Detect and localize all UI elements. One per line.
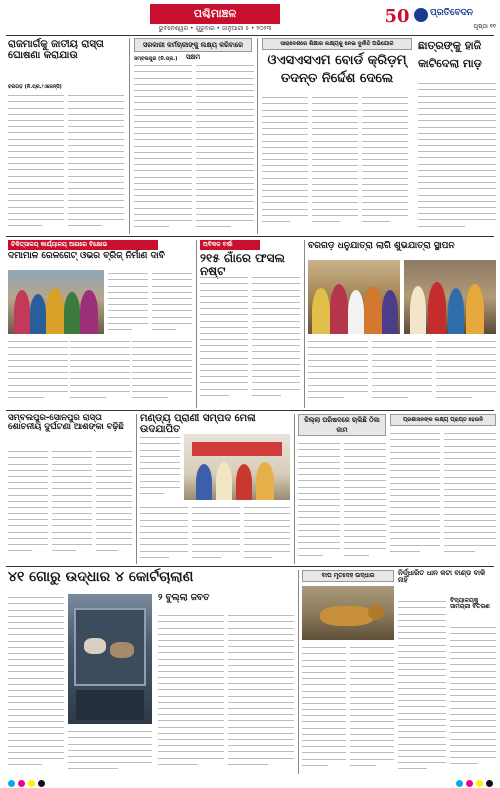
body-railway-col3 — [8, 338, 68, 404]
anniversary-logo: 50 — [384, 6, 410, 27]
body-paddy-col1 — [398, 598, 446, 772]
column-rule — [294, 414, 295, 564]
body-admin-col2 — [444, 430, 496, 560]
column-rule — [298, 570, 299, 774]
column-rule — [136, 414, 137, 564]
kicker-railway: ଚିକିତ୍ସାଳୟ କାର୍ଯ୍ୟାଳୟ ଆଗରେ ବିକ୍ଷୋଭ — [8, 240, 158, 250]
headline-tiger-body: ବାଘ ମୃତଦେହ ଉଦ୍ଧାର — [302, 570, 394, 582]
body-ossm-col1 — [262, 94, 308, 230]
body-student — [418, 80, 496, 230]
registration-mark-black — [486, 780, 493, 787]
photo-protest — [8, 270, 104, 334]
headline-officials: ସରକାରୀ କର୍ମଚାରୀଙ୍କୁ ଲକ୍ଷ୍ୟ କରିବାରେ ସକ୍ଷମ — [134, 38, 252, 52]
body-dhanuyatra-col2 — [372, 338, 432, 404]
body-road-col1 — [8, 448, 48, 558]
body-school-col1 — [450, 624, 496, 772]
body-highway-col1 — [8, 92, 64, 230]
section-title: ପଶ୍ଚିମାଞ୍ଚଳ — [150, 4, 280, 24]
emblem-icon — [414, 8, 428, 22]
photo-fair — [184, 434, 290, 500]
headline-crop-loss: ୨୧୫ ଗାଁରେ ଫସଲ ନଷ୍ଟ — [200, 251, 285, 278]
registration-mark-cyan — [456, 780, 463, 787]
masthead — [0, 0, 500, 34]
body-ossm-col2 — [312, 94, 358, 230]
body-railway-col5 — [132, 338, 192, 404]
kicker-ossm: ସାରାଦେଶରେ ଶିକ୍ଷାର ଲକ୍ଷ୍ୟକୁ ନେଇ ଦୁର୍ନୀତି ଅଭିଯୋଗ — [262, 38, 412, 50]
headline-student-line2: କାଟିଦେଲା ମାଡ଼ — [418, 57, 482, 70]
headline-cattle-rescue: ୪୧ ଗୋରୁ ଉଦ୍ଧାର ୪ କୋର୍ଟଚାଲାଣ — [8, 569, 194, 585]
page-number: ପୃଷ୍ଠା ୧୧ — [473, 23, 496, 30]
column-rule — [196, 240, 197, 408]
body-fair-col1 — [140, 434, 180, 500]
body-railway-col4 — [70, 338, 130, 404]
body-tiger-col1 — [302, 644, 346, 772]
registration-mark-magenta — [18, 780, 25, 787]
byline-officials: ସମ୍ବଲପୁର (ନି.ପ୍ର.) — [134, 56, 178, 62]
body-fair-col4 — [244, 504, 290, 560]
body-highway-col2 — [68, 92, 124, 230]
body-fair-col2 — [140, 504, 188, 560]
photo-cattle-truck — [68, 594, 152, 724]
kicker-rain: ଅବିକଳ ବର୍ଷା — [200, 240, 260, 250]
registration-mark-yellow — [476, 780, 483, 787]
body-tiger-col2 — [350, 644, 394, 772]
registration-mark-magenta — [466, 780, 473, 787]
headline-railway: ଦମାମାଳ ରେଳଗେଟ୍ ଓଭର ବ୍ରିଜ୍ ନିର୍ମାଣ ଦାବି — [8, 251, 165, 261]
headline-contract-work: ଜିଲ୍ଲା ପରିଷଦରେ ଚାଲିଛି ଠିକା କାମ — [298, 414, 386, 436]
body-cattle-col2 — [68, 728, 152, 772]
body-fair-col3 — [192, 504, 240, 560]
headline-admin-target: ପ୍ରଶାସନଙ୍କ ଲକ୍ଷ୍ୟ ପ୍ରାପ୍ତ ହେଉନି — [390, 414, 496, 426]
headline-school-supplies: ବିଦ୍ୟାଳୟକୁ ସାମଗ୍ରୀ ବିତରଣ — [450, 597, 490, 611]
body-cattle-col1 — [8, 594, 64, 772]
registration-mark-yellow — [28, 780, 35, 787]
dateline: ଭୁବନେଶ୍ୱର • ଗୁରୁବାର • ଜାନୁଆରୀ ୫ • ୨୦୨୩ — [158, 25, 272, 32]
headline-bulls-seized: ୨ ବୁଲ୍ଲା ଜବତ — [158, 593, 210, 603]
body-crop-col2 — [252, 274, 300, 404]
headline-paddy: ନିର୍ଦ୍ଧାରିତ ଧାନ କଟା ବାଣ୍ଡ ବାକି ନାହିଁ — [398, 569, 486, 585]
body-admin-col1 — [390, 430, 440, 560]
byline-highway: ବରଗଡ଼ (ନି.ପ୍ର./ଏଜେନ୍ସି) — [8, 84, 62, 90]
photo-dhanuyatra-1 — [308, 260, 400, 334]
body-bulls-col1 — [158, 612, 224, 772]
body-crop-col1 — [200, 274, 248, 404]
body-bulls-col2 — [228, 612, 294, 772]
section-rule — [6, 410, 494, 411]
body-contract-col1 — [298, 440, 340, 560]
section-rule — [6, 236, 494, 237]
body-road-col2 — [52, 448, 92, 558]
column-rule — [257, 38, 258, 234]
body-road-col3 — [96, 448, 132, 558]
photo-tiger — [302, 586, 394, 640]
body-ossm-col3 — [362, 94, 408, 230]
photo-dhanuyatra-2 — [404, 260, 496, 334]
body-dhanuyatra-col1 — [308, 338, 368, 404]
headline-road: ସମ୍ବଲପୁର-ସୋନପୁର ରାସ୍ତା ଶୋଚନୀୟ ଦୁର୍ଘଟଣା ଆଶଙ୍କା ବଢ଼ିଛି — [8, 413, 124, 432]
headline-ossm-line1: ଓଏସଏସଏମ ବୋର୍ଡ କ୍ରିଡ଼ମ୍ — [267, 53, 407, 68]
section-rule — [6, 566, 494, 567]
newspaper-name: ପ୍ରତିବେଦନ — [430, 8, 474, 18]
headline-highway: ରାଜମାର୍ଗକୁ ଜାତୀୟ ରାସ୍ତା ଘୋଷଣା କରାଯାଉ — [8, 39, 104, 61]
registration-mark-black — [38, 780, 45, 787]
body-officials-col2 — [196, 62, 254, 230]
column-rule — [304, 240, 305, 408]
body-railway-col2 — [152, 270, 192, 334]
headline-student-line1: ଛାତ୍ରଙ୍କୁ ହାଜି — [418, 39, 482, 52]
masthead-rule — [6, 35, 494, 36]
body-dhanuyatra-col3 — [436, 338, 496, 404]
headline-ossm-line2: ତଦନ୍ତ ନିର୍ଦ୍ଦେଶ ଦେଲେ — [280, 71, 394, 86]
body-contract-col2 — [344, 440, 386, 560]
body-railway-col1 — [108, 270, 148, 334]
headline-dhanuyatra: ବରଗଡ଼ ଧନୁଯାତ୍ରା ଲାଗି ଶୁଭଯାତ୍ରା ସ୍ଥାପନ — [308, 241, 455, 251]
headline-livestock-fair: ମଣ୍ଡ୍ୟ ପ୍ରାଣୀ ସମ୍ପଦ ମେଳା ଉଦଯାପିତ — [140, 413, 256, 435]
body-officials-col1 — [134, 62, 192, 230]
registration-mark-cyan — [8, 780, 15, 787]
column-rule — [129, 38, 130, 234]
